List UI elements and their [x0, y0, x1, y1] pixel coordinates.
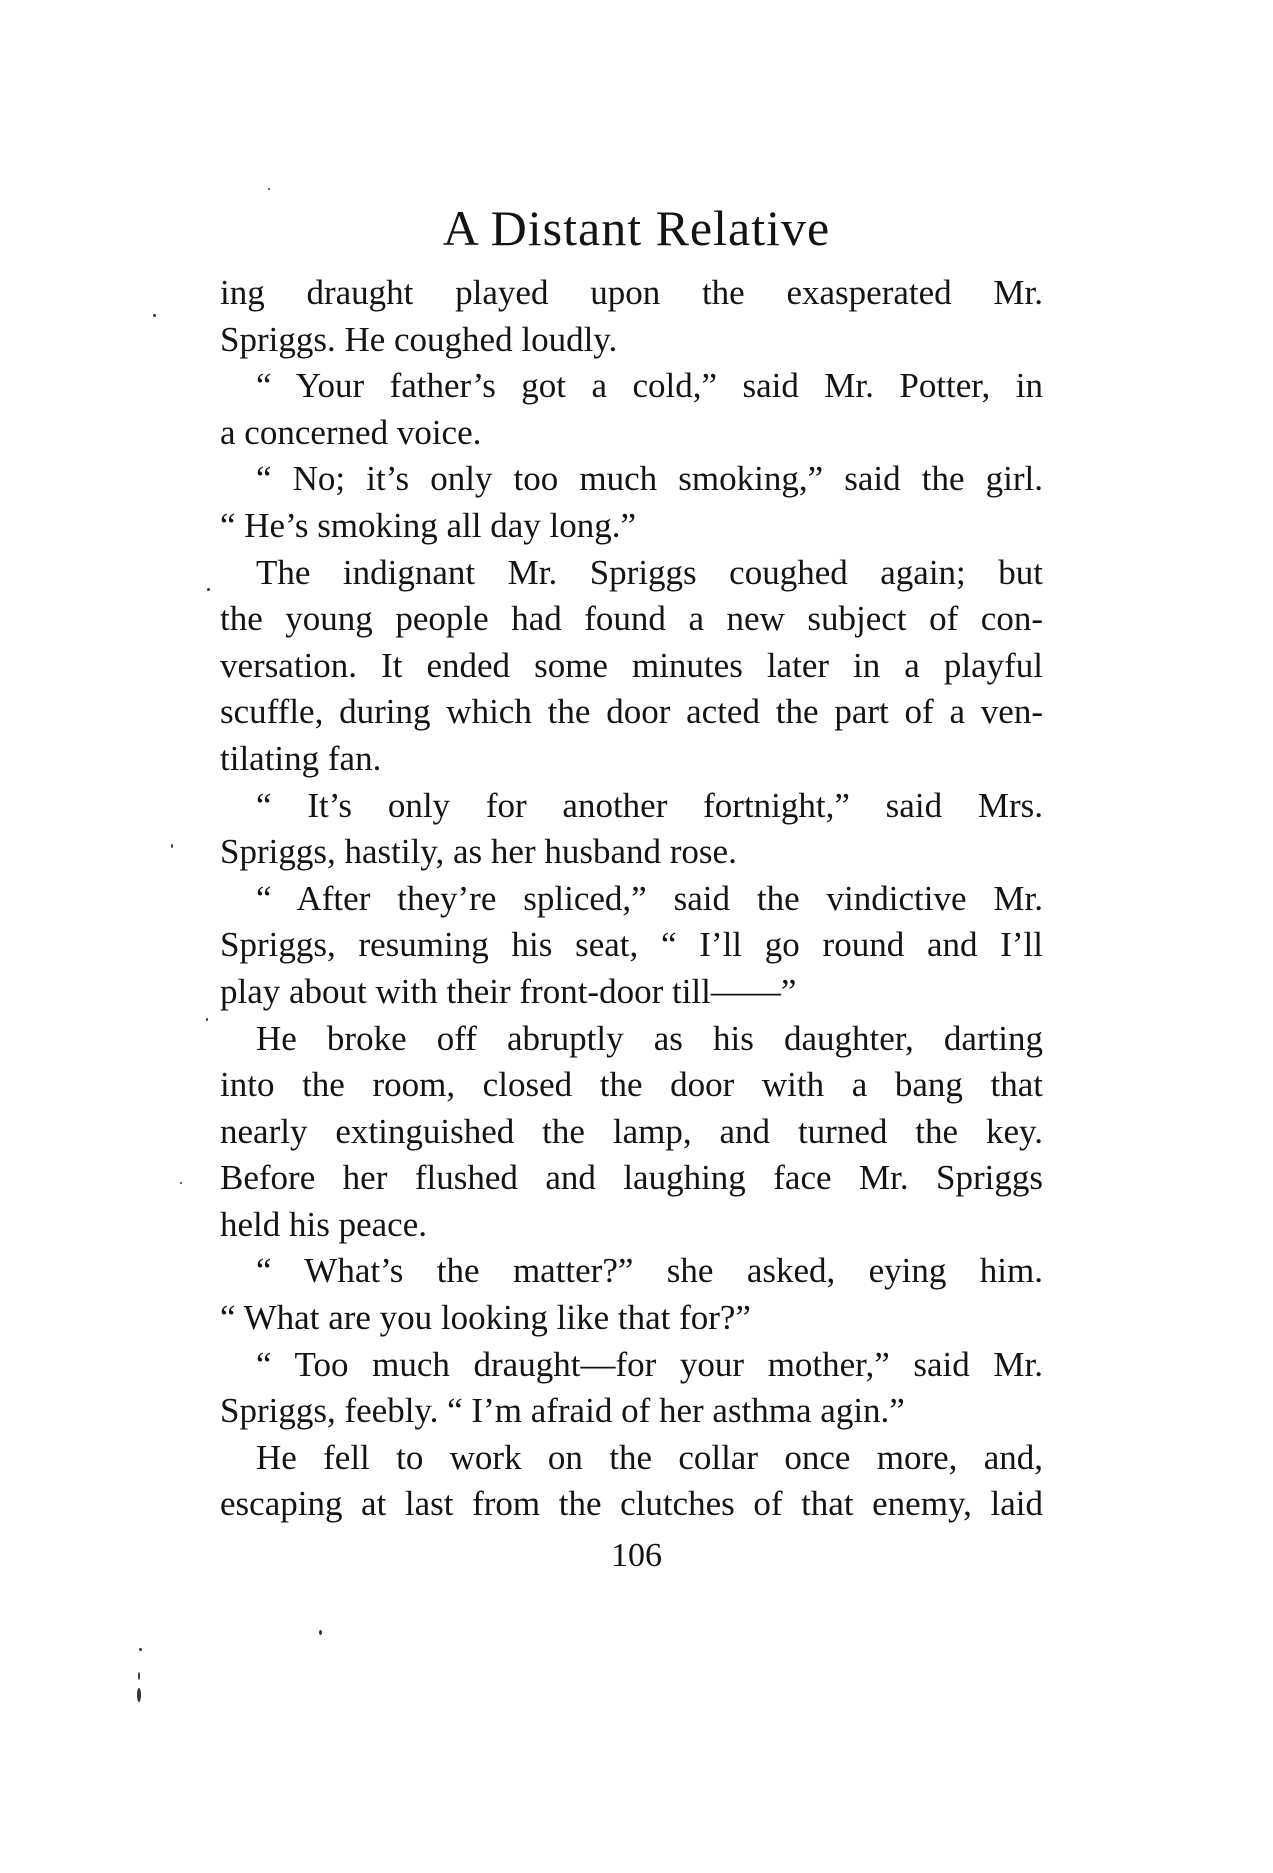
scan-speck [207, 588, 210, 591]
text-line: Spriggs, feebly. “ I’m afraid of her asthma agin.” [220, 1391, 905, 1431]
text-line: play about with their front-door till——” [220, 971, 797, 1011]
text-line: Spriggs, resuming his seat, “ I’ll go round and I’ll [220, 925, 1043, 965]
page-number: 106 [611, 1537, 662, 1574]
text-line: Spriggs. He coughed loudly. [220, 319, 618, 359]
text-line: scuffle, during which the door acted the part of a ven- [220, 692, 1043, 732]
text-line: “ No; it’s only too much smoking,” said the girl. [256, 459, 1043, 499]
text-line: versation. It ended some minutes later in a playful [220, 645, 1043, 685]
text-line: into the room, closed the door with a bang that [220, 1065, 1043, 1105]
text-line: “ Too much draught—for your mother,” said Mr. [256, 1344, 1043, 1384]
scan-speck [139, 1648, 142, 1651]
text-line: “ It’s only for another fortnight,” said Mrs. [256, 785, 1043, 825]
text-line: He fell to work on the collar once more, and, [256, 1437, 1043, 1477]
body-text [220, 270, 1043, 1528]
text-line: a concerned voice. [220, 412, 482, 452]
text-line: “ Your father’s got a cold,” said Mr. Potter, in [256, 366, 1043, 406]
scan-speck [206, 1018, 208, 1021]
scan-speck [319, 1630, 322, 1635]
scan-speck [180, 1182, 182, 1184]
text-line: nearly extinguished the lamp, and turned the key. [220, 1111, 1043, 1151]
text-line: Before her flushed and laughing face Mr. Spriggs [220, 1158, 1043, 1198]
scan-speck [137, 1688, 141, 1702]
scan-speck [171, 844, 173, 848]
text-line: held his peace. [220, 1204, 427, 1244]
text-line: The indignant Mr. Spriggs coughed again; but [256, 552, 1043, 592]
text-line: “ What’s the matter?” she asked, eying him. [256, 1251, 1043, 1291]
text-line: tilating fan. [220, 738, 382, 778]
text-line: “ What are you looking like that for?” [220, 1298, 751, 1338]
text-line: Spriggs, hastily, as her husband rose. [220, 832, 737, 872]
text-line: He broke off abruptly as his daughter, darting [256, 1018, 1043, 1058]
running-head: A Distant Relative [442, 200, 831, 256]
scan-speck [138, 1672, 140, 1680]
text-line: the young people had found a new subject of con- [220, 599, 1043, 639]
scan-speck [153, 314, 156, 317]
text-line: ing draught played upon the exasperated Mr. [220, 273, 1043, 312]
text-line: escaping at last from the clutches of that enemy, laid [220, 1484, 1043, 1524]
text-line: “ After they’re spliced,” said the vindictive Mr. [256, 878, 1043, 918]
scan-speck [268, 188, 270, 190]
text-line: “ He’s smoking all day long.” [220, 505, 637, 545]
